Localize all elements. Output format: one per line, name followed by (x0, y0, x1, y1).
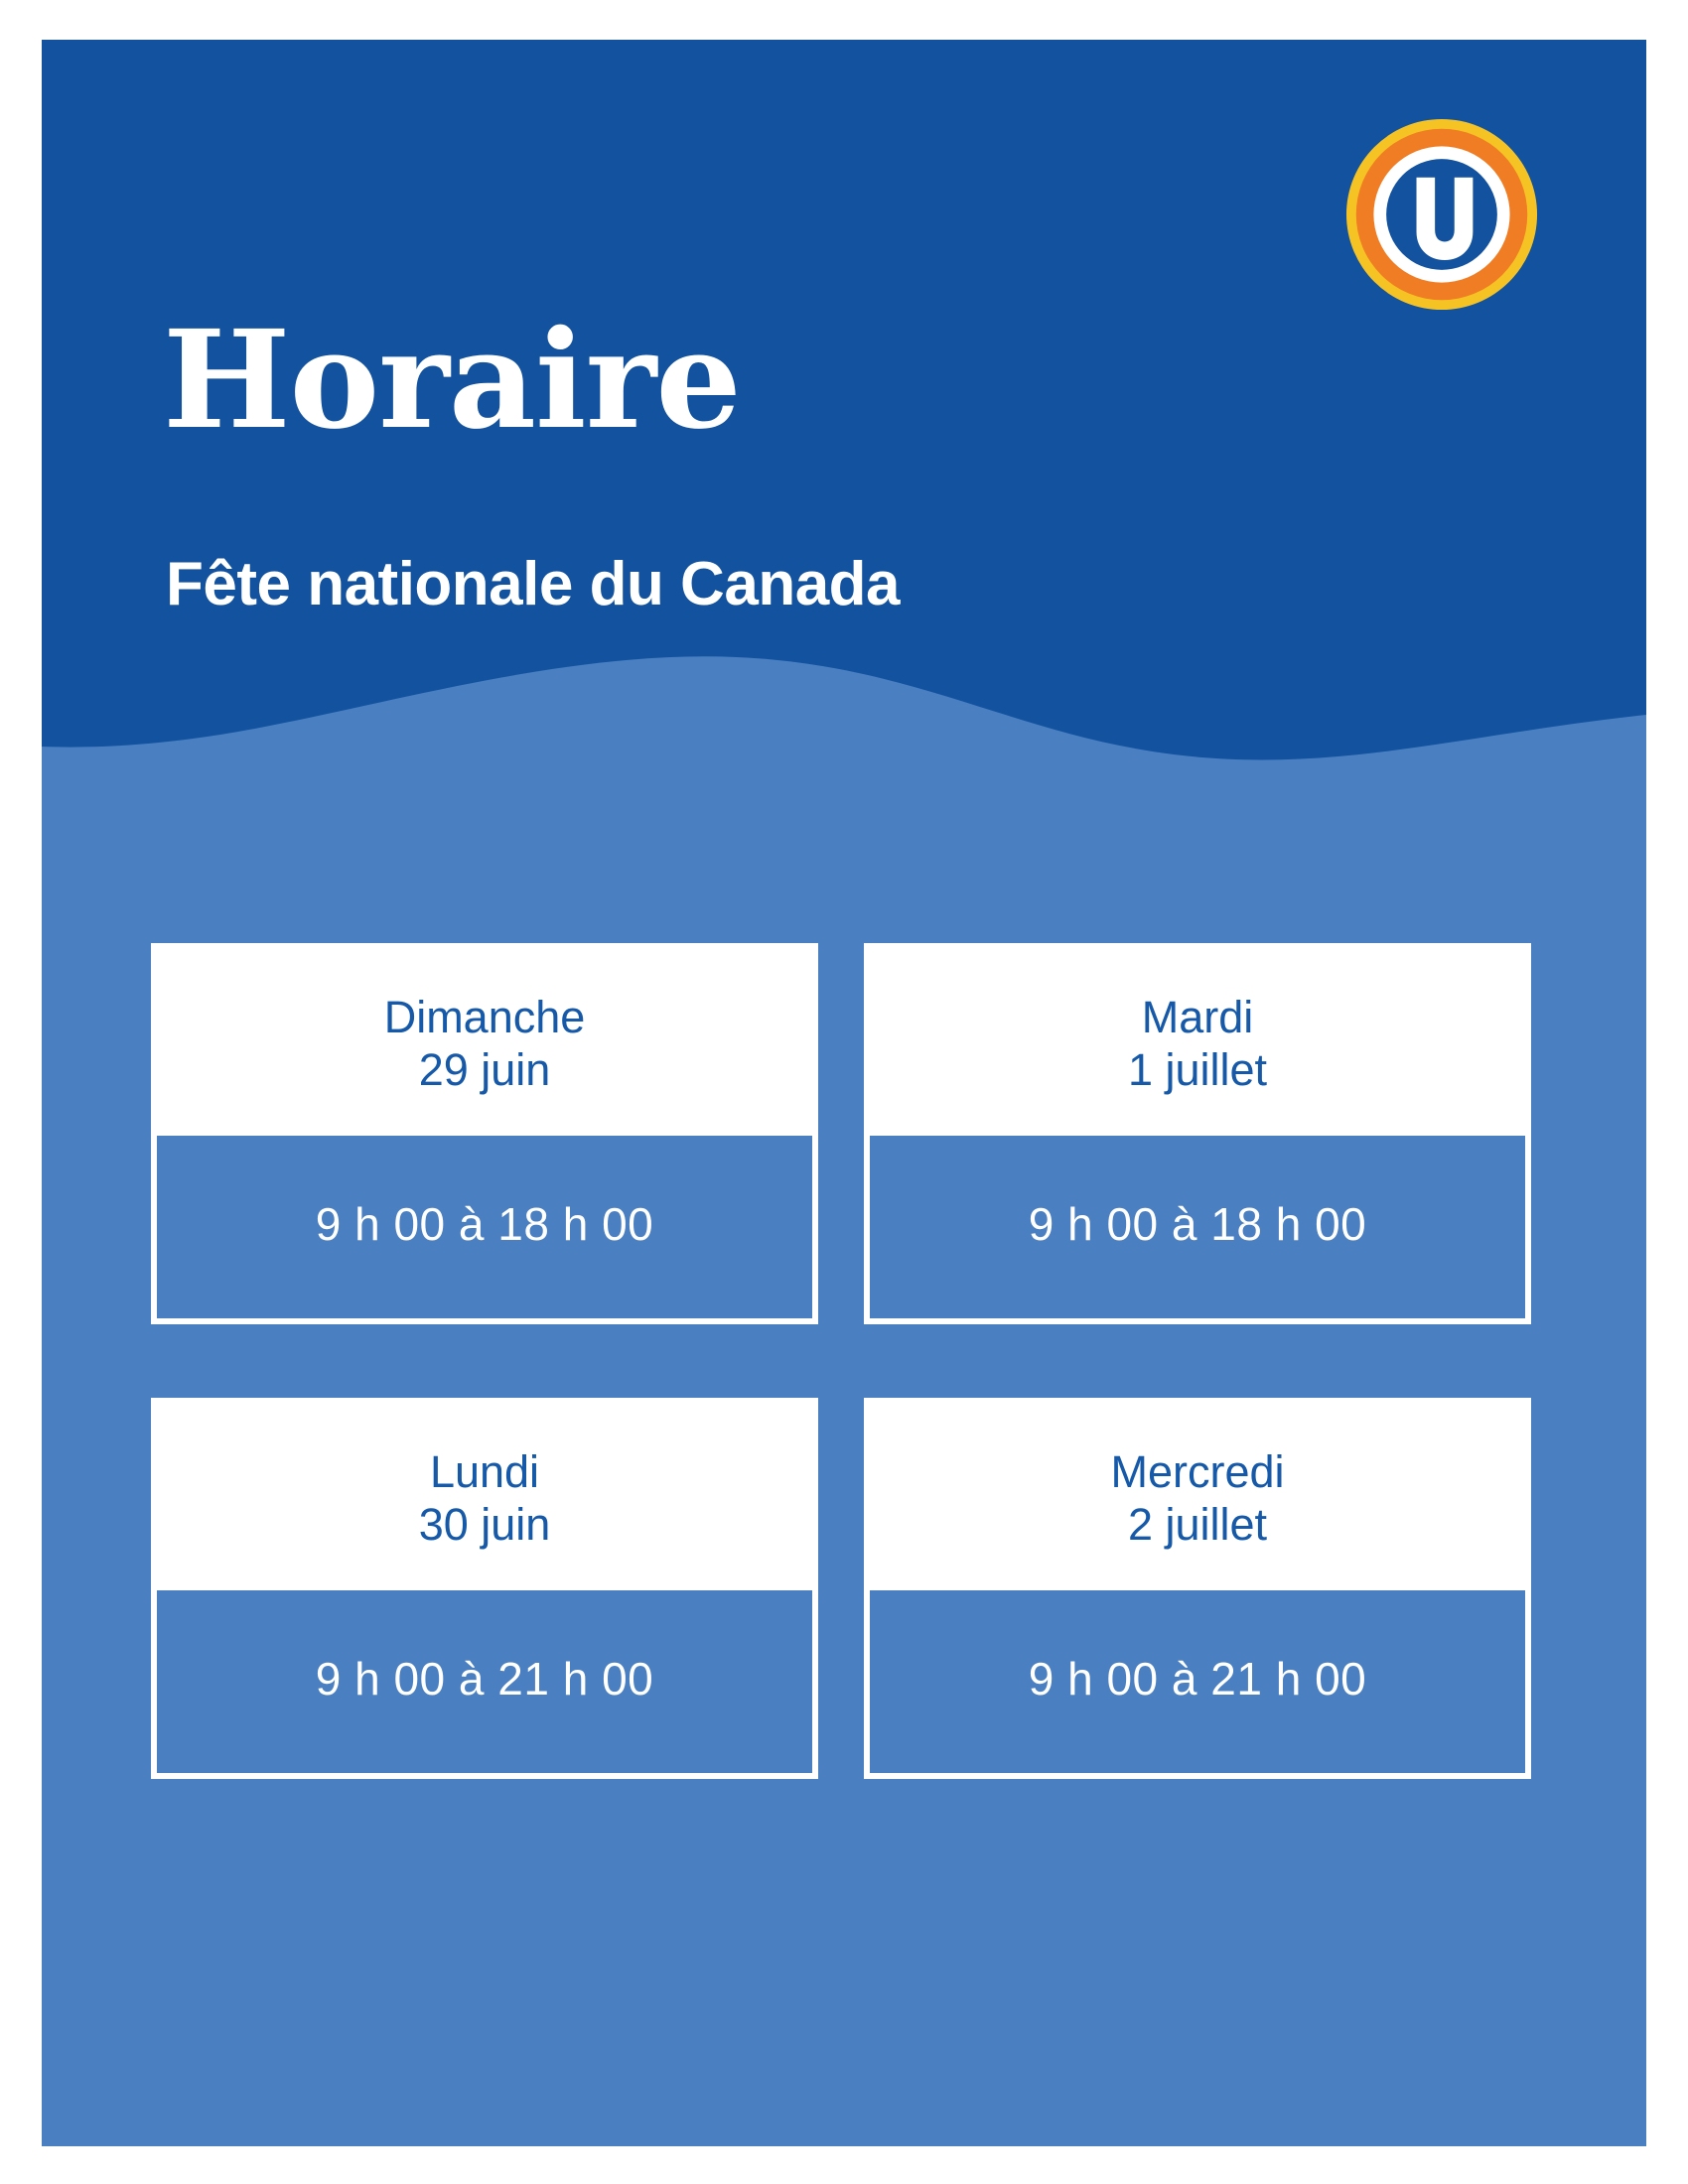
schedule-card-day (870, 949, 1525, 1136)
schedule-card (864, 1398, 1531, 1779)
schedule-day-name: Dimanche (383, 992, 586, 1042)
schedule-day-date: 2 juillet (1127, 1499, 1268, 1551)
schedule-card (151, 943, 818, 1324)
schedule-day-date: 1 juillet (1127, 1044, 1268, 1096)
schedule-card-day (870, 1404, 1525, 1590)
schedule-card-hours: 9 h 00 à 18 h 00 (157, 1136, 812, 1318)
schedule-day-name: Mercredi (1110, 1446, 1285, 1498)
schedule-grid (151, 943, 1531, 1779)
poster-header (42, 40, 1646, 824)
schedule-poster (42, 40, 1646, 2146)
page-title: Horaire (163, 301, 741, 460)
schedule-card (864, 943, 1531, 1324)
schedule-card-day (157, 1404, 812, 1590)
schedule-day-name: Lundi (429, 1446, 540, 1498)
schedule-card-hours: 9 h 00 à 21 h 00 (157, 1590, 812, 1773)
page-subtitle: Fête nationale du Canada (166, 550, 901, 618)
schedule-card-day (157, 949, 812, 1136)
schedule-day-name: Mardi (1141, 992, 1254, 1042)
university-logo (1344, 117, 1539, 312)
schedule-day-date: 30 juin (418, 1499, 551, 1551)
schedule-card-hours: 9 h 00 à 18 h 00 (870, 1136, 1525, 1318)
schedule-card (151, 1398, 818, 1779)
schedule-card-hours: 9 h 00 à 21 h 00 (870, 1590, 1525, 1773)
schedule-day-date: 29 juin (418, 1044, 551, 1096)
